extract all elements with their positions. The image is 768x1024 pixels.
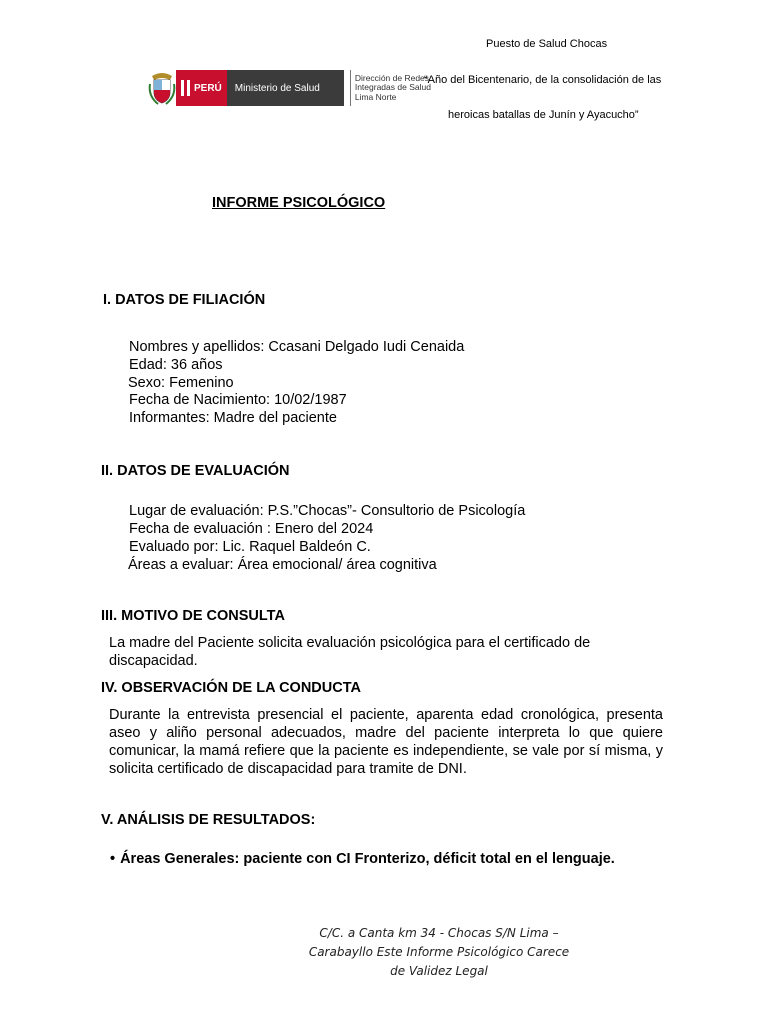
filiacion-line: Nombres y apellidos: Ccasani Delgado Iudi Cenaida [129,339,465,355]
redes-line: Dirección de Redes [354,72,430,83]
evaluacion-line: Evaluado por: Lic. Raquel Baldeón C. [129,539,371,555]
section-heading-observacion: IV. OBSERVACIÓN DE LA CONDUCTA [101,680,361,696]
peru-label: PERÚ [176,70,227,106]
peru-coat-of-arms-icon [148,70,176,106]
section-heading-filiacion: I. DATOS DE FILIACIÓN [103,292,266,308]
evaluacion-line: Áreas a evaluar: Área emocional/ área cognitiva [128,557,437,573]
filiacion-line: Fecha de Nacimiento: 10/02/1987 [129,392,347,408]
establishment-name: Puesto de Salud Chocas [486,38,608,50]
section-heading-analisis: V. ANÁLISIS DE RESULTADOS: [101,812,316,828]
evaluacion-line: Fecha de evaluación : Enero del 2024 [129,521,374,537]
filiacion-line: Informantes: Madre del paciente [129,410,337,426]
filiacion-line: Sexo: Femenino [128,375,234,391]
bullet-icon: • [110,851,116,867]
year-motto-line1: “Año del Bicentenario, de la consolidación de las [424,74,662,86]
year-motto-line2: heroicas batallas de Junín y Ayacucho” [448,109,639,121]
ministerio-label: Ministerio de Salud [227,70,344,106]
footer [289,924,589,981]
analisis-bullet-item [110,851,615,867]
evaluacion-line: Lugar de evaluación: P.S.”Chocas”- Consultorio de Psicología [129,503,526,519]
ministry-logo [148,70,431,106]
document-title: INFORME PSICOLÓGICO [212,195,386,211]
redes-label [350,70,431,106]
section-heading-motivo: III. MOTIVO DE CONSULTA [101,608,285,624]
section-heading-evaluacion: II. DATOS DE EVALUACIÓN [101,463,290,479]
observacion-text: Durante la entrevista presencial el paciente, aparenta edad cronológica, presenta aseo y aliño personal adecuados, madre del paciente interpreta lo que quiere comunicar, la mamá refiere que la paciente es independiente, se vale por sí misma, y solicita certificado de discapacidad para tramite de DNI. [109,707,663,777]
redes-line: Lima Norte [354,91,397,102]
footer-line: de Validez Legal [390,964,488,978]
footer-line: Carabayllo Este Informe Psicológico Carece [308,945,570,959]
motivo-text: La madre del Paciente solicita evaluación psicológica para el certificado de discapacidad. [109,635,591,669]
redes-line: Integradas de Salud [354,82,431,93]
footer-line: C/C. a Canta km 34 - Chocas S/N Lima – [319,926,559,940]
analisis-bullet-text: Áreas Generales: paciente con CI Fronterizo, déficit total en el lenguaje. [120,851,615,867]
filiacion-line: Edad: 36 años [129,357,223,373]
